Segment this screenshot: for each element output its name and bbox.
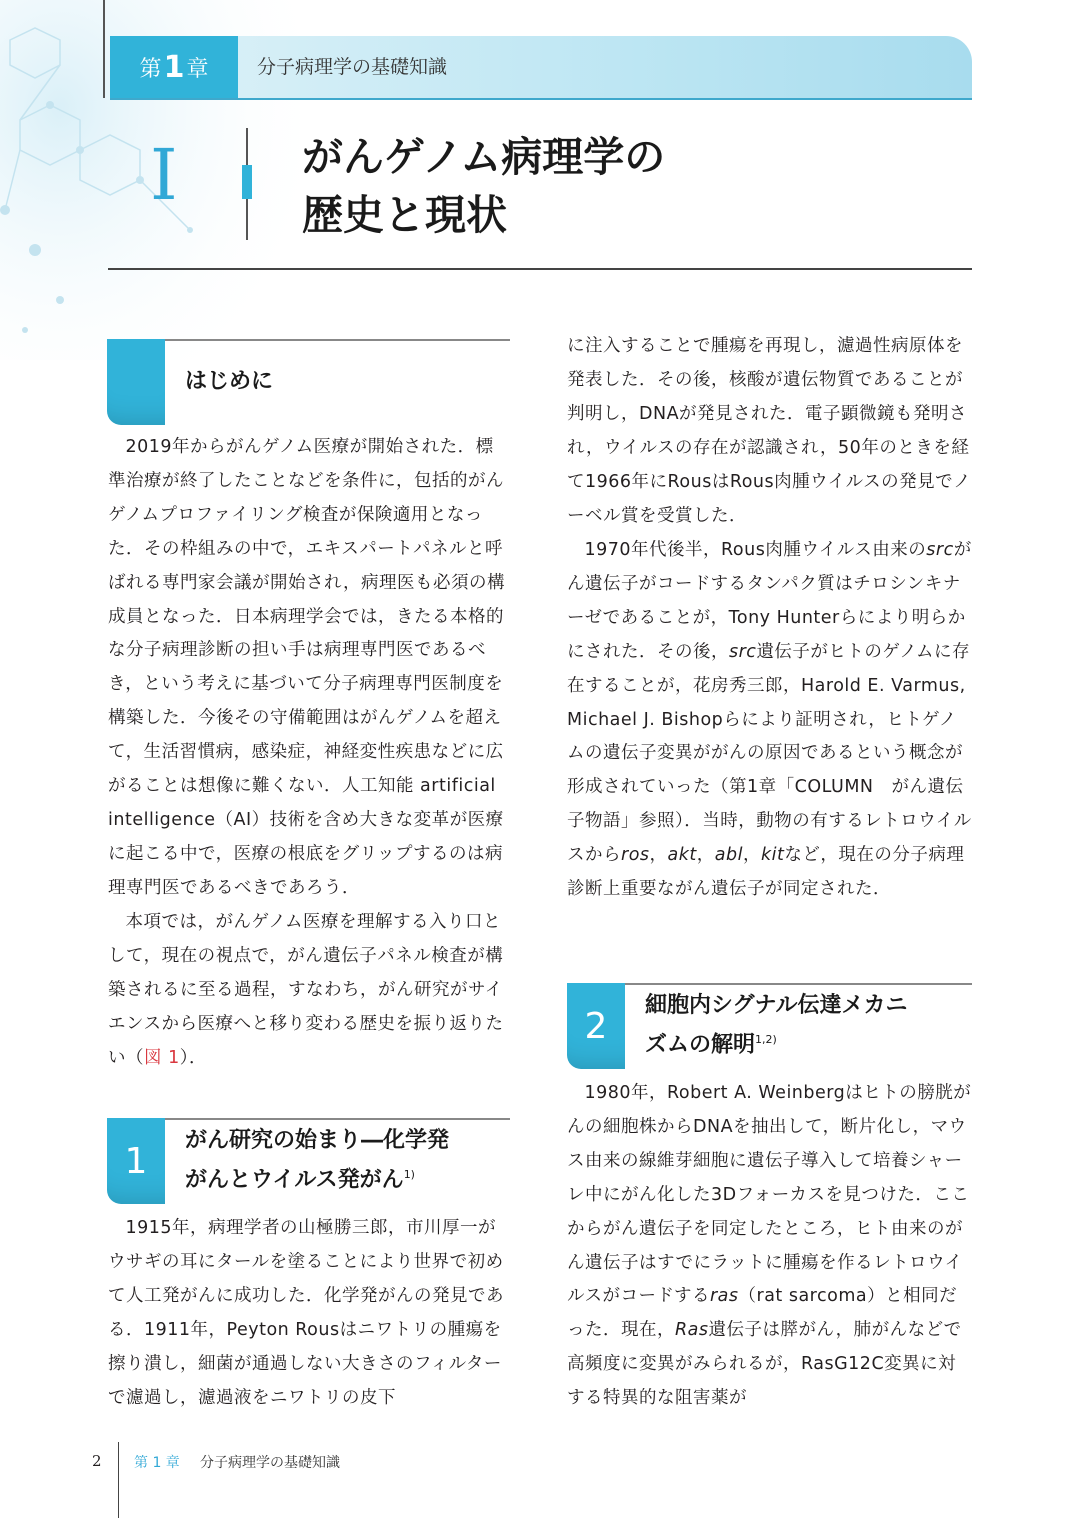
section-heading-1 — [107, 1118, 510, 1204]
gene-kit: kit — [760, 845, 785, 866]
paragraph-s1-2-part-c: 遺伝子がヒトのゲノムに存在することが，花房秀三郎，Harold E. Varmus, Michael J. Bishopらにより証明され，ヒトゲノムの遺伝子変異ががんの原因であるという概念が形成されていった（第1章「COLUMN がん遺伝子物語」参照）．当時，動物の有するレトロウイルスから — [567, 641, 972, 866]
paragraph-intro-2-text: 本項では，がんゲノム医療を理解する入り口として，現在の視点で，がん遺伝子パネル検査が構築されるに至る過程，すなわち，がん研究がサイエンスから医療へと移り変わる歴史を振り返りたい（ — [108, 912, 504, 1068]
gene-src-2: src — [729, 641, 757, 662]
section-1-title-line1: がん研究の始まり―化学発 — [185, 1128, 450, 1154]
paragraph-s1-2-part-a: 1970年代後半，Rous肉腫ウイルス由来の — [584, 540, 927, 560]
section-number-box: 2 — [567, 983, 625, 1069]
paragraph-s1-1: 1915年，病理学者の山極勝三郎，市川厚一がウサギの耳にタールを塗ることにより世界で初めて人工発がんに成功した．化学発がんの発見である．1911年，Peyton Rousはニワトリの腫瘍を擦り潰し，細菌が通過しない大きさのフィルターで濾過し，濾過液をニワトリの皮下 — [108, 1218, 504, 1408]
gene-abl: abl — [714, 845, 743, 866]
section-2-title-line2: ズムの解明 — [645, 1032, 756, 1058]
section-title — [645, 983, 907, 1069]
paragraph-s1-1-continued: に注入することで腫瘍を再現し，濾過性病原体を発表した．その後，核酸が遺伝物質であることが判明し，DNAが発見された．電子顕微鏡も発明され，ウイルスの存在が認識され，50年のときを経て1966年にRousはRous肉腫ウイルスの発見でノーベル賞を受賞した． — [567, 336, 972, 526]
title-accent-mark — [242, 165, 252, 199]
top-vertical-rule — [103, 0, 105, 98]
section-2-citation: 1,2) — [755, 1033, 777, 1047]
chapter-suffix: 章 — [186, 56, 209, 82]
title-rule — [108, 268, 972, 270]
paragraph-intro-1: 2019年からがんゲノム医療が開始された．標準治療が終了したことなどを条件に，包括的がんゲノムプロファイリング検査が保険適用となった．その枠組みの中で，エキスパートパネルと呼ばれる専門家会議が開始され，病理医も必須の構成員となった．日本病理学会では，きたる本格的な分子病理診断の担い手は病理専門医であるべき，という考えに基づいて分子病理専門医制度を構築した．今後その守備範囲はがんゲノムを超えて，生活習慣病，感染症，神経変性疾患などに広がることは想像に難くない．人工知能 artificial intelligence（AI）技術を含め大きな変革が医療に起こる中で，医療の根底をグリップするのは病理専門医であるべきであろう． — [108, 437, 506, 898]
section-1-title-line2: がんとウイルス発がん — [185, 1167, 404, 1193]
section-roman-numeral: I — [150, 134, 178, 216]
section-2-title-line1: 細胞内シグナル伝達メカニ — [645, 993, 908, 1019]
gene-src: src — [926, 540, 954, 560]
paragraph-s2-1 — [567, 1077, 972, 1416]
paragraph-s1-2: 1970年代後半，Rous肉腫ウイルス由来のsrcがん遺伝子がコードするタンパク質はチロシンキナーゼであることが，Tony Hunterらにより明らかにされた．その後，src遺伝子がヒトのゲノムに存在することが，花房秀三郎，Harold E. Varmus, Michael J. Bishopらにより証明され，ヒトゲノムの遺伝子変異ががんの原因であるという概念が形成されていった（第1章「COLUMN がん遺伝子物語」参照）．当時，動物の有するレトロウイルスからros，akt，abl，kitなど，現在の分子病理診断上重要ながん遺伝子が同定された． — [567, 540, 972, 900]
paragraph-s1-2-part-d: など，現在の分子病理診断上重要ながん遺伝子が同定された． — [567, 845, 965, 900]
page-title-line1: がんゲノム病理学の — [302, 133, 666, 181]
section-1-citation: 1) — [403, 1168, 415, 1182]
chapter-number-box — [110, 36, 238, 98]
paragraph-s2-1-part-b: （rat sarcoma）と相同だった．現在， — [567, 1286, 958, 1341]
chapter-title: 分子病理学の基礎知識 — [257, 56, 448, 78]
paragraph-s2-1-part-a: 1980年，Robert A. Weinbergはヒトの膀胱がんの細胞株からDNAを抽出して，断片化し，マウス由来の線維芽細胞に遺伝子導入して培養シャーレ中にがん化した3Dフォーカスを見つけた．ここからがん遺伝子を同定したところ，ヒト由来のがん遺伝子はすでにラットに腫瘍を作るレトロウイルスがコードする — [567, 1083, 972, 1307]
section-number-box: 1 — [107, 1118, 165, 1204]
paragraph-s2-1-part-c: 遺伝子は膵がん，肺がんなどで高頻度に変異がみられるが，RasG12C変異に対する特異的な阻害薬が — [567, 1320, 962, 1409]
gene-Ras: Ras — [675, 1320, 709, 1341]
section-title: はじめに — [185, 369, 274, 394]
figure-reference-link[interactable]: 図 1 — [144, 1047, 180, 1068]
gene-ros: ros — [621, 845, 650, 866]
footer-chapter-title: 分子病理学の基礎知識 — [200, 1455, 340, 1471]
section-heading-intro — [107, 339, 510, 425]
page-number: 2 — [92, 1452, 102, 1470]
section-number-box — [107, 339, 165, 425]
section-title — [185, 1118, 449, 1204]
page-title-line2: 歴史と現状 — [302, 191, 507, 239]
paragraph-intro-2-end: ）． — [179, 1047, 207, 1068]
gene-akt: akt — [667, 845, 697, 866]
chapter-number: 1 — [163, 49, 185, 85]
section-heading-2 — [567, 983, 972, 1069]
footer-rule — [118, 1442, 119, 1518]
gene-ras: ras — [709, 1286, 739, 1307]
chapter-header — [110, 36, 972, 100]
footer-chapter: 第 1 章 — [134, 1455, 180, 1471]
chapter-prefix: 第 — [139, 56, 162, 82]
paragraph-s1-2-part-b: がん遺伝子がコードするタンパク質はチロシンキナーゼであることが，Tony Hunterらにより明らかにされた．その後， — [567, 540, 972, 662]
page-title — [302, 128, 665, 244]
paragraph-intro-2 — [108, 906, 511, 1076]
